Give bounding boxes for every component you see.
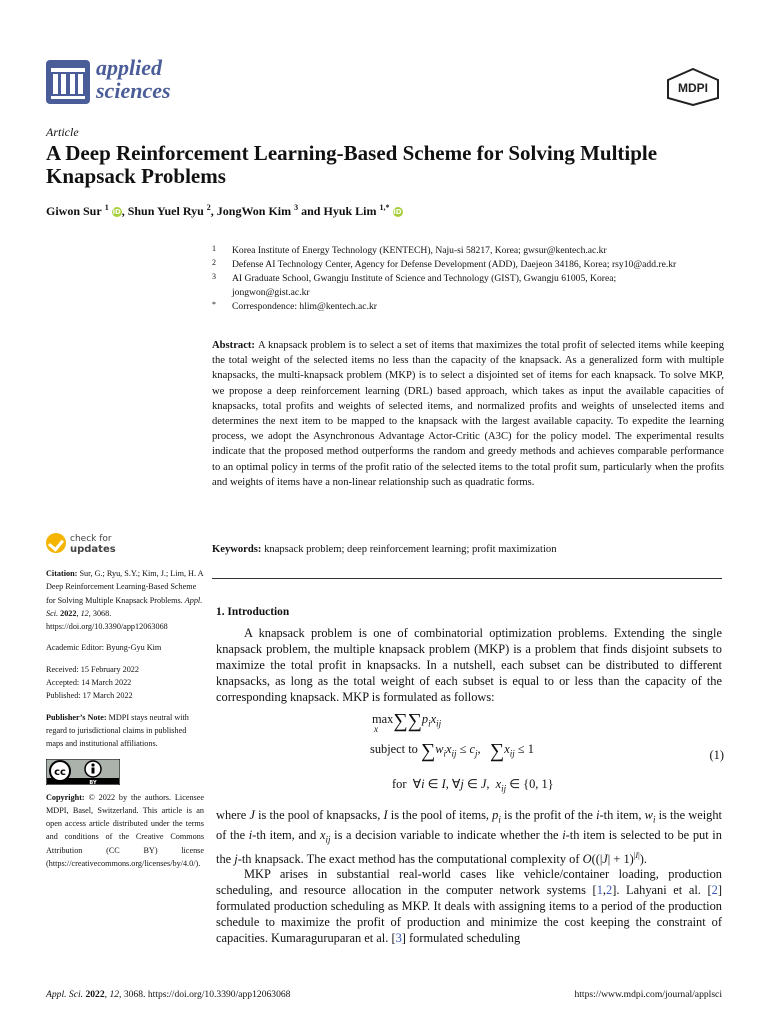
author-name[interactable]: Giwon Sur [46,204,102,218]
author-affil-sup: 3 [294,203,299,212]
divider [212,578,722,579]
author-list [46,203,403,219]
footer-journal: Appl. Sci. [46,989,84,1000]
citation-doi[interactable]: , 3068. https://doi.org/10.3390/app12063068 [46,608,168,632]
svg-text:cc: cc [54,766,66,778]
equation-block [360,710,724,802]
affiliation-text: Correspondence: hlim@kentech.ac.kr [232,301,377,312]
citation: Citation: Sur, G.; Ryu, S.Y.; Kim, J.; Lim, H. A Deep Reinforcement Learning-Based Scheme for Solving Multiple Knapsack Problems. Appl. Sci. 2022, 12, 3068. https://doi.org/10.3390/app12063068 [46,569,204,632]
check-updates-line2: updates [70,544,116,555]
publisher-note-label: Publisher’s Note: [46,712,107,722]
author-name[interactable]: Shun Yuel Ryu [127,204,204,218]
footer-volume: 12 [109,989,120,1000]
author-name[interactable]: JongWon Kim [216,204,292,218]
citation-label: Citation: [46,569,78,578]
date-accepted: Accepted: 14 March 2022 [46,678,132,688]
equation-line-domain: for ∀i ∈ I, ∀j ∈ J, $x_{ij}$ ∈ {0, 1} [392,777,554,794]
author-and: and [298,204,324,218]
article-type: Article [46,125,79,139]
author-separator: , [210,204,217,218]
abstract [212,338,724,490]
cc-by-label: BY [89,779,97,785]
citation-journal: Appl. Sci. [46,595,203,618]
footer-citation: Appl. Sci. 2022, 12, 3068. https://doi.org/10.3390/app12063068 [46,989,291,1000]
affiliation-item [212,258,692,272]
affiliations [212,244,692,314]
equation-line-max: $\max\sum\sum p_ix_{ij}$ x [372,710,442,734]
footer-doi[interactable]: , 3068. https://doi.org/10.3390/app12063068 [119,989,291,1000]
check-for-updates-badge[interactable] [46,533,204,559]
affiliation-number: 3 [212,272,216,281]
check-updates-line1: check for [70,534,112,544]
author-affil-sup: 2 [206,203,211,212]
affiliation-text: AI Graduate School, Gwangju Institute of Science and Technology (GIST), Gwangju 61005, Korea; jongwon@gist.ac.kr [232,273,617,298]
date-published: Published: 17 March 2022 [46,691,133,701]
orcid-icon[interactable]: iD [393,208,402,217]
citation-year: 2022 [60,608,77,618]
dates [46,663,204,703]
copyright-label: Copyright: [46,792,85,802]
mdpi-logo-text: MDPI [678,81,708,95]
journal-name-line1: applied [96,55,162,80]
citation-volume: 12 [80,608,89,618]
equation-subject-to: subject to [370,742,418,756]
journal-name-line2: sciences [96,78,171,103]
affiliation-text: Korea Institute of Energy Technology (KENTECH), Naju-si 58217, Korea; gwsur@kentech.ac.kr [232,245,607,256]
copyright [46,791,204,871]
keywords-text: knapsack problem; deep reinforcement learning; profit maximization [264,544,557,555]
reference-link[interactable]: 2 [711,883,718,897]
journal-logo-icon [46,60,90,104]
mdpi-logo [666,68,720,106]
equation-number: (1) [709,748,724,762]
reference-link[interactable]: 1 [596,883,603,897]
body-paragraph: where J is the pool of knapsacks, I is the pool of items, $p_i$ is the profit of the i-th item, $w_i$ is the weight of the i-th item, and $x_{ij}$ is a decision variable to indicate whether the i-th item is selected to be put in the j-th knapsack. The exact method has the computational complexity of $O((|J| + 1)^{|I|})$. [216,808,722,867]
date-received: Received: 15 February 2022 [46,664,139,674]
abstract-text: A knapsack problem is to select a set of items that maximizes the total profit of selected items while keeping the total weight of the selected items no less than the capacity of the knapsack. As a generalized form with multiple knapsacks, the multi-knapsack problem (MKP) is to select a disjointed set of items for each knapsack. To solve MKP, we propose a deep reinforcement learning (DRL) based approach, which takes as input the available capacities of knapsacks, total profits and weights of selected items, and normalized profits and weights of unselected items and determines the next item to be mapped to the knapsack with the largest available capacity. To expedite the learning process, we adopt the Asynchronous Advantage Actor-Critic (A3C) for the policy model. The experimental results indicate that the proposed method outperforms the random and greedy methods and achieves comparable performance to an optimal policy in terms of the profit ratio of the selected items to the total profit sum, particularly when the profits and weights of items have a non-linear relationship such as quadratic forms. [212,340,724,488]
affiliation-number: * [212,300,216,309]
check-icon [46,533,66,553]
affiliation-item [212,300,692,314]
cc-by-license-icon[interactable] [46,759,120,785]
abstract-label: Abstract: [212,340,255,351]
author-affil-sup: 1 [104,203,109,212]
author-affil-sup: 1,* [379,203,390,212]
article-title: A Deep Reinforcement Learning-Based Scheme for Solving Multiple Knapsack Problems [46,141,658,188]
affiliation-item [212,272,692,300]
affiliation-item [212,244,692,258]
author-name[interactable]: Hyuk Lim [323,204,377,218]
sidebar [46,533,204,878]
footer-journal-url[interactable]: https://www.mdpi.com/journal/applsci [574,989,722,1000]
reference-link[interactable]: 2 [606,883,613,897]
section-heading: 1. Introduction [216,606,290,618]
body-paragraph: A knapsack problem is one of combinatorial optimization problems. Extending the single knapsack problem, the multiple knapsack problem (MKP) is a problem that finds disjoint subsets to maximize the total profit in knapsacks. In a nutshell, each subset can be distributed to different knapsacks, as long as the total weight of each subset is equal to or less than the capacity of the corresponding knapsack. MKP is formulated as follows: [216,626,722,704]
keywords [212,544,724,555]
academic-editor: Academic Editor: Byung-Gyu Kim [46,643,162,653]
copyright-text: © 2022 by the authors. Licensee MDPI, Basel, Switzerland. This article is an open access article distributed under the terms and conditions of the Creative Commons Attribution (CC BY) license (https://creativecommons.org/licenses/by/4.0/). [46,792,205,869]
affiliation-number: 2 [212,258,216,267]
publisher-note [46,711,204,751]
reference-link[interactable]: 3 [395,931,402,945]
keywords-label: Keywords: [212,544,262,555]
affiliation-text: Defense AI Technology Center, Agency for Defense Development (ADD), Daejeon 34186, Korea; rsy10@add.re.kr [232,259,677,270]
affiliation-number: 1 [212,244,216,253]
body-paragraph: MKP arises in substantial real-world cases like vehicle/container loading, production scheduling, and resource allocation in the computer network systems [1,2]. Lahyani et al. [2] formulated production scheduling as MKP. It deals with assigning items to a period of the production schedule to maximize the profit of production and minimize the cost keeping the constraint of capacities. Kumaraguruparan et al. [3] formulated scheduling [216,867,722,945]
publisher-note-text: MDPI stays neutral with regard to jurisdictional claims in published maps and institutional affiliations. [46,712,189,749]
author-separator: , [121,204,128,218]
equation-line-constraint: subject to $\sum w_ix_{ij} \le c_j$, $\sum x_{ij} \le 1$ [370,740,534,762]
orcid-icon[interactable]: iD [112,208,121,217]
footer-year: 2022 [85,989,105,1000]
equation-for: for [392,777,407,791]
journal-name [96,56,171,102]
citation-text: Sur, G.; Ryu, S.Y.; Kim, J.; Lim, H. A Deep Reinforcement Learning-Based Scheme for Solving Multiple Knapsack Problems. [46,569,204,605]
